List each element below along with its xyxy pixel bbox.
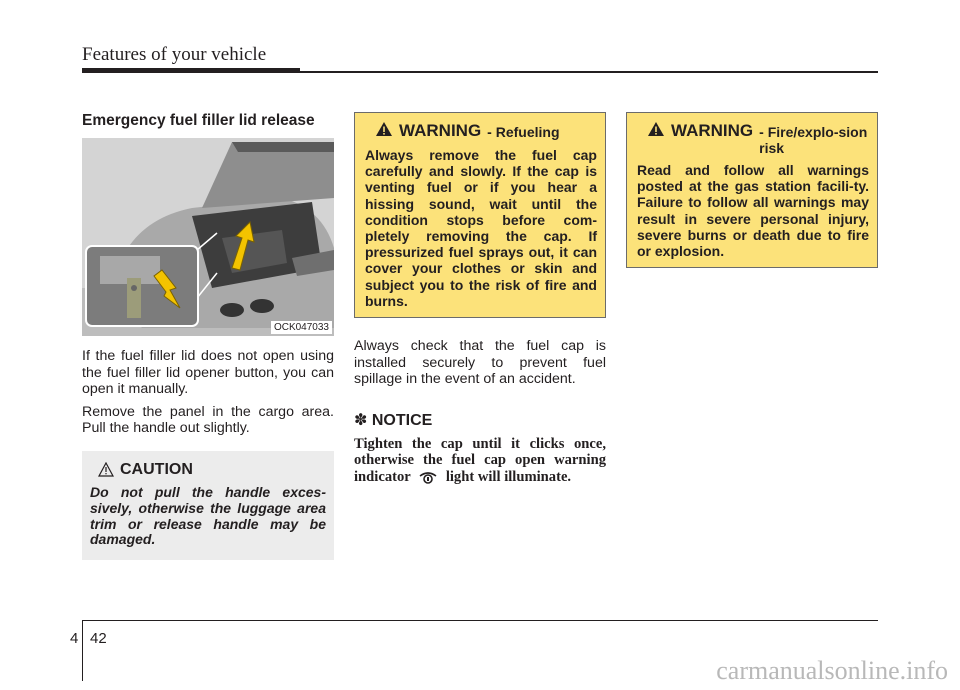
- warning-title-text: WARNING: [670, 121, 754, 140]
- footer-divider: [82, 621, 83, 681]
- watermark: carmanualsonline.info: [716, 656, 948, 685]
- warning-box-fire: [626, 112, 878, 268]
- warning-subtitle: - Fire/explo-sion risk: [759, 124, 868, 156]
- page-number: 42: [90, 630, 107, 647]
- caution-title: [98, 461, 326, 479]
- warning-title: [647, 121, 869, 156]
- warning-box-refueling: [354, 112, 606, 318]
- notice-title: ✽ NOTICE: [354, 411, 433, 429]
- notice-text-after: light will illuminate.: [445, 468, 572, 485]
- warning-title: [375, 121, 597, 141]
- caution-title-text: CAUTION: [120, 460, 193, 478]
- middle-column: [354, 112, 606, 485]
- running-head: Features of your vehicle: [82, 44, 267, 65]
- header-rule-thin: [300, 71, 878, 73]
- fuel-cap-warning-icon: [418, 470, 438, 484]
- right-column: [626, 112, 878, 268]
- notice-text: [354, 436, 606, 485]
- left-column: [82, 112, 334, 560]
- body-paragraph: If the fuel filler lid does not open using the fuel filler lid opener button, you can open it manually.: [82, 348, 334, 398]
- chapter-number: 4: [70, 630, 79, 647]
- notice-text-before: Tighten the cap until it clicks once, otherwise the fuel cap open warning indicator: [354, 435, 606, 485]
- body-paragraph: Remove the panel in the cargo area. Pull the handle out slightly.: [82, 403, 334, 437]
- section-heading: Emergency fuel filler lid release: [82, 112, 315, 129]
- warning-subtitle: - Refueling: [487, 124, 560, 140]
- footer-rule: [82, 620, 878, 621]
- header-rule-thick: [82, 68, 300, 73]
- body-paragraph: Always check that the fuel cap is installed securely to prevent fuel spillage in the event of an accident.: [354, 338, 606, 388]
- caution-triangle-icon: [98, 462, 114, 477]
- warning-text: Always remove the fuel cap carefully and slowly. If the cap is venting fuel or if you hear a hissing sound, wait until the condition stops before com-pletely removing the cap. If pressurized fuel sprays out, it can cover your clothes or skin and subject you to the risk of fire and burns.: [365, 147, 597, 309]
- car-trunk-drawing: [82, 138, 334, 336]
- warning-triangle-icon: [375, 121, 393, 137]
- warning-triangle-icon: [647, 121, 665, 137]
- trunk-illustration: [82, 138, 334, 336]
- caution-box: [82, 451, 334, 560]
- warning-title-text: WARNING: [399, 121, 482, 140]
- caution-text: Do not pull the handle exces-sively, otherwise the luggage area trim or release handle may be damaged.: [90, 483, 326, 548]
- warning-text: Read and follow all warnings posted at the gas station facili-ty. Failure to follow all warnings may result in severe personal injury, severe burns or death due to fire or explosion.: [637, 162, 869, 260]
- figure-code: OCK047033: [271, 321, 332, 334]
